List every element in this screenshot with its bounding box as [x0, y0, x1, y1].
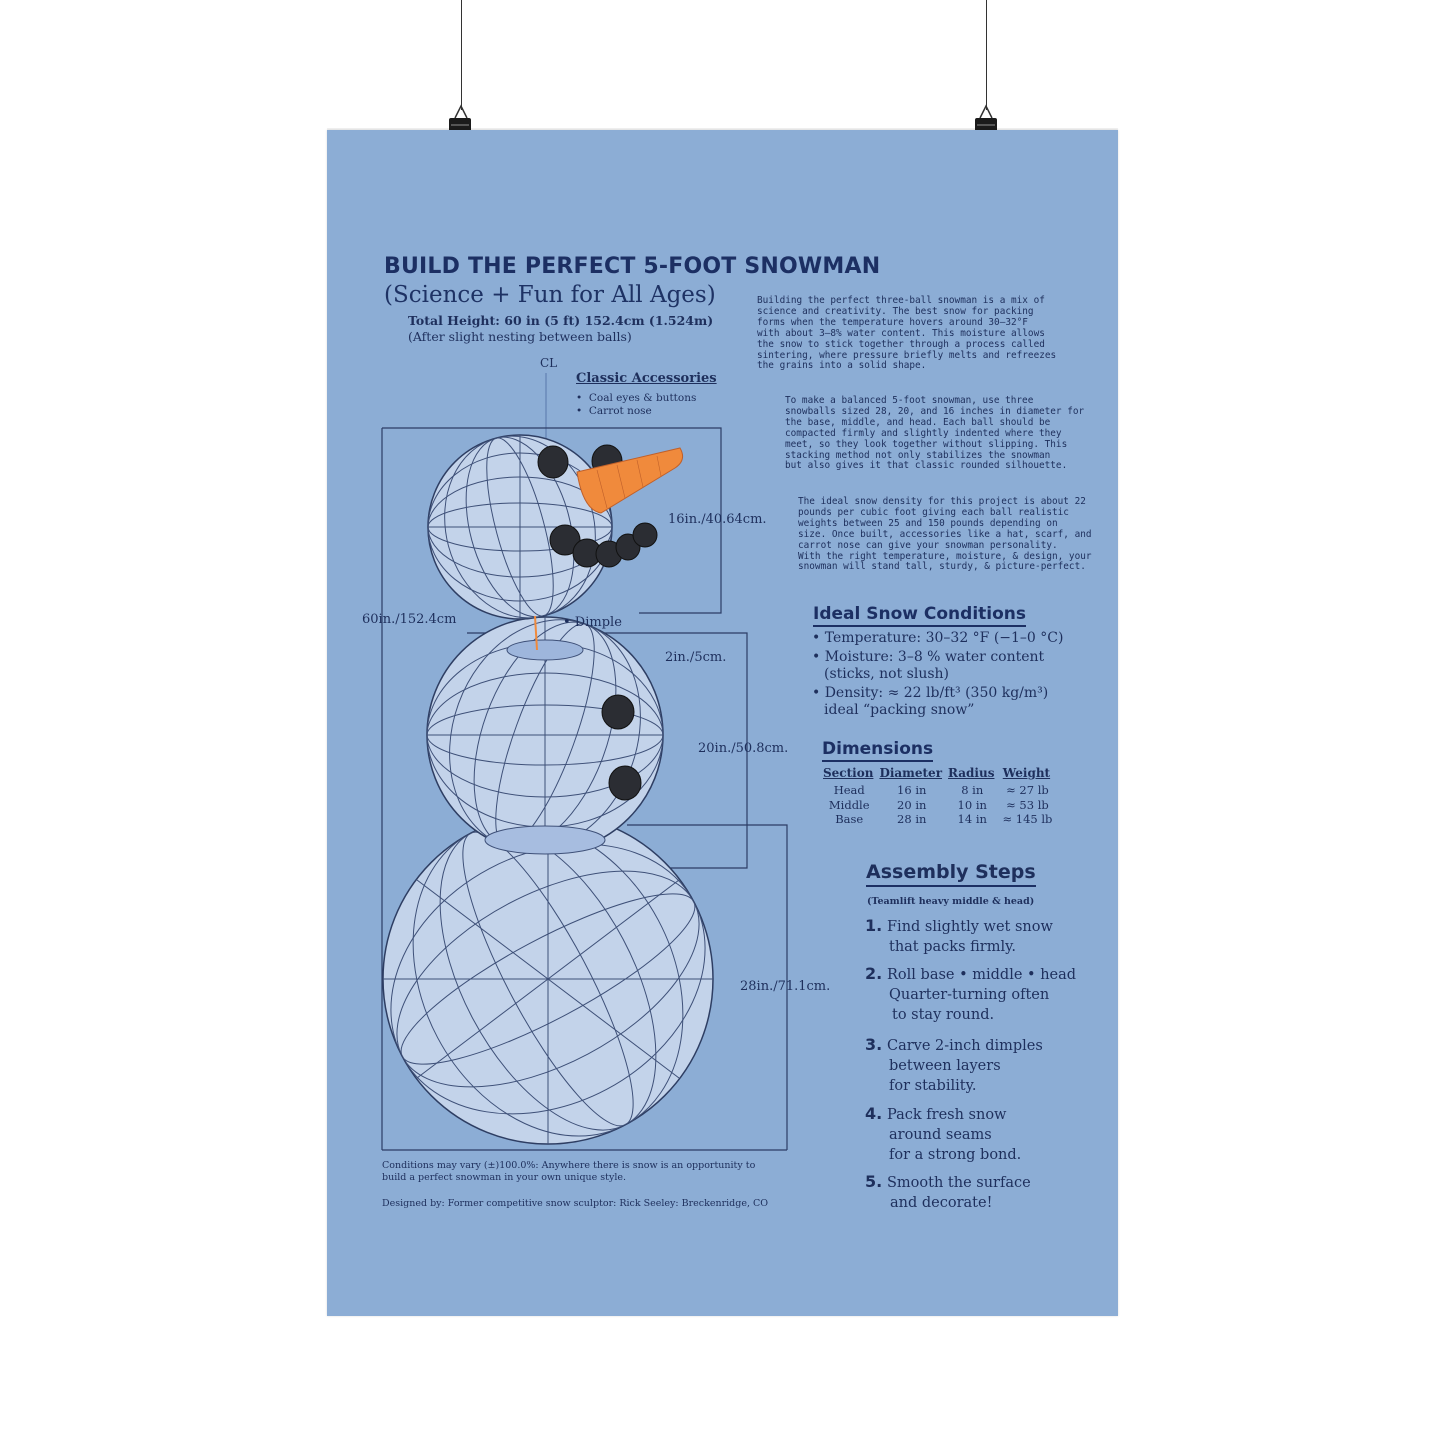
table-cell: 20 in	[897, 797, 927, 812]
table-cell: 14 in	[957, 812, 987, 826]
nesting-note: (After slight nesting between balls)	[408, 329, 632, 344]
table-row	[821, 798, 1056, 813]
column-header: Diameter	[879, 766, 943, 780]
assembly-title: Assembly Steps	[866, 861, 1036, 887]
assembly-subtitle: (Teamlift heavy middle & head)	[867, 896, 1035, 907]
total-dimension-label: 60in./152.4cm	[362, 612, 457, 627]
centerline-mark: CL	[540, 356, 558, 370]
assembly-step-5: 5. Smooth the surface and decorate!	[865, 1172, 1031, 1211]
column-header: Section	[823, 766, 874, 780]
table-cell: 16 in	[897, 783, 927, 797]
table-cell: 10 in	[957, 797, 987, 812]
accessories-title: Classic Accessories	[576, 371, 717, 386]
accessory-item: • Carrot nose	[576, 405, 652, 417]
dimple-depth-label: 2in./5cm.	[665, 650, 727, 665]
column-header: Weight	[1002, 766, 1051, 780]
table-cell: Middle	[828, 797, 870, 812]
conditions-title: Ideal Snow Conditions	[813, 604, 1026, 627]
assembly-step-3: 3. Carve 2-inch dimples between layers for stability.	[865, 1035, 1043, 1094]
table-cell: 28 in	[897, 812, 927, 826]
poster-subtitle: (Science + Fun for All Ages)	[384, 282, 716, 308]
table-cell: ≈ 27 lb	[1006, 783, 1049, 797]
dimensions-title: Dimensions	[822, 739, 933, 762]
dimple-label: • Dimple	[563, 615, 622, 630]
total-height: Total Height: 60 in (5 ft) 152.4cm (1.524m)	[408, 313, 714, 328]
table-cell: Base	[835, 812, 864, 826]
column-header: Radius	[948, 766, 995, 780]
condition-temperature: • Temperature: 30–32 °F (−1–0 °C)	[812, 630, 1064, 646]
dimple-middle	[507, 640, 583, 660]
designer-credit: Designed by: Former competitive snow sculptor: Rick Seeley: Breckenridge, CO	[382, 1198, 769, 1209]
table-cell: ≈ 53 lb	[1006, 797, 1049, 812]
table-row	[821, 812, 1056, 827]
sizing-paragraph: To make a balanced 5-foot snowman, use three snowballs sized 28, 20, and 16 inches in diameter for the base, middle, and head. Each ball should be compacted firmly and slightly indented where they meet, so they look together without slipping. This stacking method not only stabilizes the snowman but also gives it that classic rounded silhouette.	[785, 395, 1085, 472]
table-cell: 8 in	[961, 783, 984, 797]
table-row	[821, 783, 1056, 798]
footnote: Conditions may vary (±)100.0%: Anywhere there is snow is an opportunity to build a perfect snowman in your own unique style.	[382, 1160, 756, 1183]
condition-density-note: ideal “packing snow”	[824, 702, 975, 718]
accessory-item: • Coal eyes & buttons	[576, 392, 697, 404]
density-paragraph: The ideal snow density for this project is about 22 pounds per cubic foot giving each ball realistic weights between 25 and 150 pounds depending on size. Once built, accessories like a hat, scarf, and carrot nose can give your snowman personality. With the right temperature, moisture, & design, your snowman will stand tall, sturdy, & picture-perfect.	[798, 496, 1092, 573]
table-cell: ≈ 145 lb	[1002, 812, 1053, 826]
poster-title: BUILD THE PERFECT 5-FOOT SNOWMAN	[384, 254, 881, 279]
condition-moisture: • Moisture: 3–8 % water content	[812, 649, 1045, 665]
table-cell: Head	[833, 783, 865, 797]
condition-density: • Density: ≈ 22 lb/ft³ (350 kg/m³)	[812, 685, 1049, 701]
assembly-step-1: 1. Find slightly wet snow that packs firmly.	[865, 916, 1053, 955]
binder-clips	[0, 0, 1445, 140]
intro-paragraph: Building the perfect three-ball snowman is a mix of science and creativity. The best snow for packing forms when the temperature hovers around 30–32°F with about 3–8% water content. This moisture allows the snow to stick together through a process called sintering, where pressure briefly melts and refreezes the grains into a solid shape.	[757, 295, 1057, 372]
middle-dimension-label: 20in./50.8cm.	[698, 741, 789, 756]
poster	[327, 130, 1118, 1316]
head-dimension-label: 16in./40.64cm.	[668, 512, 767, 527]
condition-moisture-note: (sticks, not slush)	[824, 666, 950, 682]
dimensions-table	[821, 766, 1056, 827]
base-dimension-label: 28in./71.1cm.	[740, 979, 831, 994]
snowball-middle	[418, 593, 672, 878]
table-header-row	[821, 766, 1056, 783]
assembly-step-4: 4. Pack fresh snow around seams for a strong bond.	[865, 1104, 1022, 1163]
snowball-head	[425, 419, 616, 635]
assembly-step-2: 2. Roll base • middle • head Quarter-turning often to stay round.	[865, 964, 1077, 1023]
